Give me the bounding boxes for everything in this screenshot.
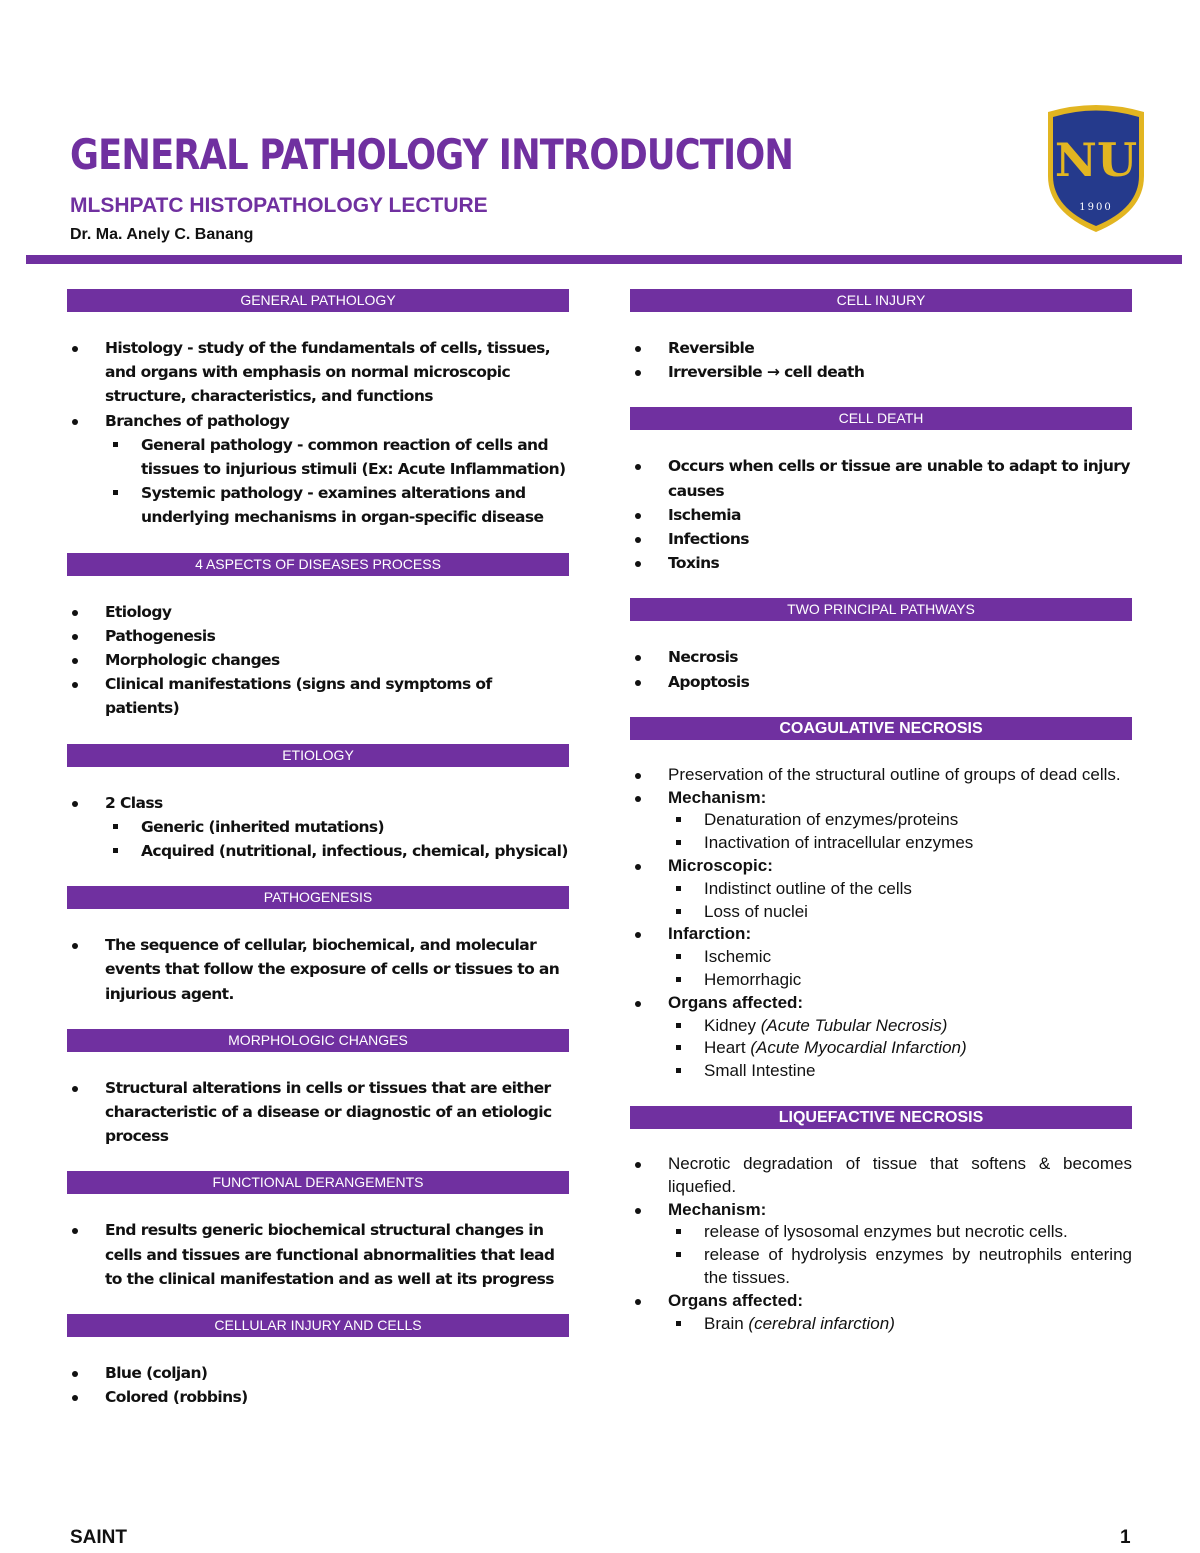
sub-list-item: Ischemic bbox=[668, 946, 1132, 969]
sub-list-item: Small Intestine bbox=[668, 1060, 1132, 1083]
list-item: Colored (robbins) bbox=[67, 1385, 569, 1409]
organ-note: (cerebral infarction) bbox=[748, 1313, 895, 1333]
author-name: Dr. Ma. Anely C. Banang bbox=[70, 226, 254, 243]
right-column bbox=[630, 289, 1132, 1358]
sub-list-item bbox=[668, 1015, 1132, 1038]
list-item-label: Organs affected: bbox=[668, 1290, 804, 1310]
sub-list-item: Denaturation of enzymes/proteins bbox=[668, 809, 1132, 832]
sub-list-item bbox=[668, 1313, 1132, 1336]
list-item: Etiology bbox=[67, 600, 569, 624]
functional-list bbox=[67, 1218, 569, 1291]
list-item bbox=[630, 923, 1132, 991]
left-column bbox=[67, 289, 569, 1432]
cell-injury-list bbox=[630, 336, 1132, 384]
microscopic-sublist bbox=[668, 878, 1132, 924]
sub-list-item bbox=[668, 1037, 1132, 1060]
page-title: GENERAL PATHOLOGY INTRODUCTION bbox=[70, 130, 794, 179]
organs-sublist bbox=[668, 1015, 1132, 1083]
list-item bbox=[630, 1290, 1132, 1336]
list-item bbox=[630, 787, 1132, 855]
section-heading-pathogenesis: PATHOGENESIS bbox=[67, 886, 569, 909]
section-heading-cellular-injury: CELLULAR INJURY AND CELLS bbox=[67, 1314, 569, 1337]
list-item: Blue (coljan) bbox=[67, 1361, 569, 1385]
section-heading-general-pathology: GENERAL PATHOLOGY bbox=[67, 289, 569, 312]
mechanism-sublist bbox=[668, 809, 1132, 855]
sub-list-item: release of lysosomal enzymes but necrotic cells. bbox=[668, 1221, 1132, 1244]
cellular-list bbox=[67, 1361, 569, 1409]
course-subtitle: MLSHPATC HISTOPATHOLOGY LECTURE bbox=[70, 194, 488, 217]
liquefactive-list bbox=[630, 1153, 1132, 1335]
list-item-label: Microscopic: bbox=[668, 856, 773, 876]
pathogenesis-list bbox=[67, 933, 569, 1006]
sub-list-item: Acquired (nutritional, infectious, chemical, physical) bbox=[105, 839, 569, 863]
list-item-label: Infarction: bbox=[668, 924, 752, 944]
university-seal-logo bbox=[1040, 104, 1152, 236]
organ-name: Kidney bbox=[704, 1015, 756, 1035]
list-item: Necrosis bbox=[630, 645, 1132, 669]
list-item: Pathogenesis bbox=[67, 624, 569, 648]
coagulative-list bbox=[630, 764, 1132, 1083]
list-item: End results generic biochemical structural changes in cells and tissues are functional abnormalities that lead to the clinical manifestation and as well at its progress bbox=[67, 1218, 569, 1291]
organs-sublist bbox=[668, 1313, 1132, 1336]
morphologic-list bbox=[67, 1076, 569, 1149]
general-pathology-list bbox=[67, 336, 569, 530]
list-item: Ischemia bbox=[630, 503, 1132, 527]
section-heading-etiology: ETIOLOGY bbox=[67, 744, 569, 767]
section-heading-cell-injury: CELL INJURY bbox=[630, 289, 1132, 312]
list-item: Histology - study of the fundamentals of cells, tissues, and organs with emphasis on normal microscopic structure, characteristics, and functions bbox=[67, 336, 569, 409]
aspects-list bbox=[67, 600, 569, 721]
organ-note: (Acute Myocardial Infarction) bbox=[750, 1038, 967, 1058]
page-number: 1 bbox=[1120, 1527, 1131, 1548]
list-item-text: 2 Class bbox=[105, 793, 163, 812]
sub-list-item: General pathology - common reaction of cells and tissues to injurious stimuli (Ex: Acute Inflammation) bbox=[105, 433, 569, 481]
list-item-label: Organs affected: bbox=[668, 992, 804, 1012]
section-heading-liquefactive-necrosis: LIQUEFACTIVE NECROSIS bbox=[630, 1106, 1132, 1129]
list-item-text: Branches of pathology bbox=[105, 411, 290, 430]
sub-list-item: Inactivation of intracellular enzymes bbox=[668, 832, 1132, 855]
sub-list-item: Systemic pathology - examines alterations and underlying mechanisms in organ-specific disease bbox=[105, 481, 569, 529]
etiology-sublist bbox=[105, 815, 569, 863]
list-item: Infections bbox=[630, 527, 1132, 551]
footer-author: SAINT bbox=[70, 1527, 127, 1548]
list-item: The sequence of cellular, biochemical, and molecular events that follow the exposure of cells or tissues to an injurious agent. bbox=[67, 933, 569, 1006]
pathways-list bbox=[630, 645, 1132, 693]
sub-list-item: Generic (inherited mutations) bbox=[105, 815, 569, 839]
organ-note: (Acute Tubular Necrosis) bbox=[760, 1015, 948, 1035]
sub-list-item: Hemorrhagic bbox=[668, 969, 1132, 992]
coagulative-section bbox=[630, 717, 1132, 1336]
list-item-label: Mechanism: bbox=[668, 1199, 767, 1219]
list-item: Necrotic degradation of tissue that softens & becomes liquefied. bbox=[630, 1153, 1132, 1199]
seal-monogram: NU bbox=[1054, 133, 1138, 187]
branches-sublist bbox=[105, 433, 569, 530]
list-item: Clinical manifestations (signs and symptoms of patients) bbox=[67, 672, 569, 720]
organ-name: Brain bbox=[704, 1313, 744, 1333]
list-item: Apoptosis bbox=[630, 670, 1132, 694]
cell-death-list bbox=[630, 454, 1132, 575]
list-item bbox=[630, 855, 1132, 923]
section-heading-functional-derangements: FUNCTIONAL DERANGEMENTS bbox=[67, 1171, 569, 1194]
list-item: Irreversible → cell death bbox=[630, 360, 1132, 384]
list-item bbox=[67, 791, 569, 864]
list-item: Structural alterations in cells or tissues that are either characteristic of a disease or diagnostic of an etiologic process bbox=[67, 1076, 569, 1149]
seal-year: 1900 bbox=[1079, 202, 1113, 213]
etiology-list bbox=[67, 791, 569, 864]
list-item bbox=[630, 992, 1132, 1083]
section-heading-aspects: 4 ASPECTS OF DISEASES PROCESS bbox=[67, 553, 569, 576]
sub-list-item: release of hydrolysis enzymes by neutrophils entering the tissues. bbox=[668, 1244, 1132, 1290]
header-divider bbox=[26, 255, 1182, 264]
list-item: Preservation of the structural outline of groups of dead cells. bbox=[630, 764, 1132, 787]
list-item-label: Mechanism: bbox=[668, 787, 767, 807]
list-item: Occurs when cells or tissue are unable to adapt to injury causes bbox=[630, 454, 1132, 502]
list-item bbox=[67, 409, 569, 530]
section-heading-coagulative-necrosis: COAGULATIVE NECROSIS bbox=[630, 717, 1132, 740]
list-item: Toxins bbox=[630, 551, 1132, 575]
infarction-sublist bbox=[668, 946, 1132, 992]
list-item bbox=[630, 1199, 1132, 1290]
section-heading-morphologic-changes: MORPHOLOGIC CHANGES bbox=[67, 1029, 569, 1052]
section-heading-cell-death: CELL DEATH bbox=[630, 407, 1132, 430]
organ-name: Heart bbox=[704, 1038, 746, 1058]
mechanism-sublist bbox=[668, 1221, 1132, 1289]
section-heading-principal-pathways: TWO PRINCIPAL PATHWAYS bbox=[630, 598, 1132, 621]
sub-list-item: Indistinct outline of the cells bbox=[668, 878, 1132, 901]
list-item: Morphologic changes bbox=[67, 648, 569, 672]
sub-list-item: Loss of nuclei bbox=[668, 901, 1132, 924]
list-item: Reversible bbox=[630, 336, 1132, 360]
